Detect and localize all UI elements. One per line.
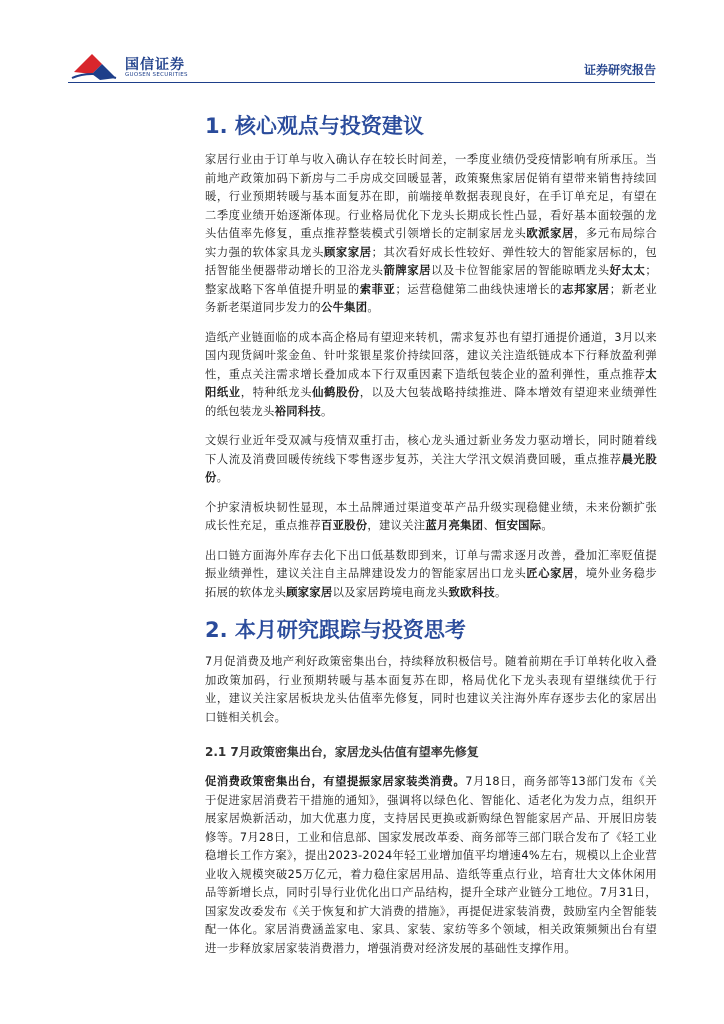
company-name: 百亚股份 bbox=[320, 519, 368, 532]
paragraph-paper-industry: 造纸产业链面临的成本高企格局有望迎来转机，需求复苏也有望打通提价通道，3月以来国内现货阔叶浆金鱼、针叶浆银星浆价持续回落，建议关注造纸链成本下行释放盈利弹性，重点关注需求增长叠加成本下行双重因素下造纸包装企业的盈利弹性，重点推荐太阳纸业，特种纸龙头仙鹤股份，以及大包装战略持续推进、降本增效有望迎来业绩弹性的纸包装龙头裕同科技。 bbox=[205, 330, 657, 418]
paragraph-policy-detail: 促消费政策密集出台，有望提振家居家装类消费。7月18日，商务部等13部门发布《关于促进家居消费若干措施的通知》，强调将以绿色化、智能化、适老化为发力点，组织开展家居焕新活动，加大优惠力度，支持居民更换或新购绿色智能家居产品、开展旧房装修等。7月28日，工业和信息部、国家发展改革委、商务部等三部门联合发布了《轻工业稳增长工作方案》，提出2023-2024年轻工业增加值平均增速4%左右，规模以上企业营业收入规模突破25万亿元，着力稳住家居用品、造纸等重点行业，培育壮大文体休闲用品等新增长点，同时引导行业优化出口产品结构，提升全球产业链分工地位。7月31日，国家发改委发布《关于恢复和扩大消费的措施》，再提促进家装消费，鼓励室内全智能装配一体化。家居消费涵盖家电、家具、家装、家纺等多个领域，相关政策频频出台有望进一步释放家居家装消费潜力，增强消费对经济发展的基础性支撑作用。 bbox=[205, 775, 657, 955]
section-2-title: 2. 本月研究跟踪与投资思考 bbox=[205, 618, 466, 642]
company-name: 裕同科技 bbox=[274, 404, 321, 418]
company-name: 匠心家居 bbox=[526, 567, 574, 580]
company-name: 好太太 bbox=[609, 264, 646, 277]
company-name: 志邦家居 bbox=[562, 282, 610, 296]
report-type-label: 证券研究报告 bbox=[583, 63, 656, 77]
company-name: 索菲亚 bbox=[359, 282, 396, 296]
company-name: 欧派家居 bbox=[526, 227, 574, 240]
company-name: 恒安国际 bbox=[494, 519, 542, 532]
company-name: 晨光股份 bbox=[205, 452, 657, 484]
paragraph-monthly-overview: 7月促消费及地产利好政策密集出台，持续释放积极信号。随着前期在手订单转化收入叠加政策加码，行业预期转暖与基本面复苏在即，格局优化下龙头表现有望继续优于行业，建议关注家居板块龙头估值率先修复，同时也建议关注海外库存逐步去化的家居出口链相关机会。 bbox=[205, 655, 657, 724]
paragraph-home-furnishing: 家居行业由于订单与收入确认存在较长时间差，一季度业绩仍受疫情影响有所承压。当前地产政策加码下新房与二手房成交回暖显著，政策聚焦家居促销有望带来销售持续回暖，行业预期转暖与基本面复苏在即，前端接单数据表现良好，在手订单充足，有望在二季度业绩开始逐渐体现。行业格局优化下龙头长期成长性凸显，看好基本面较强的龙头估值率先修复，重点推荐整装模式引领增长的定制家居龙头欧派家居，多元布局综合实力强的软体家具龙头顾家家居；其次看好成长性较好、弹性较大的智能家居标的，包括智能坐便器带动增长的卫浴龙头箭牌家居以及卡位智能家居的智能晾晒龙头好太太；整家战略下客单值提升明显的索菲亚；运营稳健第二曲线快速增长的志邦家居；新老业务新老渠道同步发力的公牛集团。 bbox=[205, 153, 658, 314]
company-name: 顾家家居 bbox=[286, 585, 333, 599]
company-name: 太阳纸业 bbox=[205, 367, 657, 399]
section-1-title: 1. 核心观点与投资建议 bbox=[205, 114, 424, 138]
company-name-en: GUOSEN SECURITIES bbox=[125, 72, 188, 78]
guosen-logo-icon bbox=[70, 50, 120, 82]
company-name: 顾家家居 bbox=[324, 245, 372, 259]
page-header bbox=[0, 0, 724, 90]
company-name-cn: 国信证券 bbox=[125, 57, 185, 73]
company-name: 致欧科技 bbox=[448, 585, 495, 599]
company-name: 蓝月亮集团 bbox=[425, 519, 484, 532]
paragraph-lead: 促消费政策密集出台，有望提振家居家装类消费。 bbox=[205, 775, 466, 788]
paragraph-stationery: 文娱行业近年受双减与疫情双重打击，核心龙头通过新业务发力驱动增长，同时随着线下人流及消费回暖传统线下零售逐步复苏，关注大学汛文娱消费回暖，重点推荐晨光股份。 bbox=[205, 434, 657, 484]
header-divider bbox=[68, 82, 655, 83]
paragraph-export-chain: 出口链方面海外库存去化下出口低基数即到来，订单与需求逐月改善，叠加汇率贬值提振业绩弹性，建议关注自主品牌建设发力的智能家居出口龙头匠心家居，境外业务稳步拓展的软体龙头顾家家居以及家居跨境电商龙头致欧科技。 bbox=[205, 548, 657, 599]
company-name: 公牛集团 bbox=[320, 301, 368, 314]
paragraph-personal-care: 个护家清板块韧性显现，本土品牌通过渠道变革产品升级实现稳健业绩，未来份额扩张成长性充足，重点推荐百亚股份，建议关注蓝月亮集团、恒安国际。 bbox=[205, 500, 657, 532]
company-name: 箭牌家居 bbox=[383, 264, 432, 277]
company-name: 仙鹤股份 bbox=[312, 386, 360, 399]
subsection-2-1-title: 2.1 7月政策密集出台，家居龙头估值有望率先修复 bbox=[205, 745, 479, 759]
report-body bbox=[205, 110, 657, 958]
